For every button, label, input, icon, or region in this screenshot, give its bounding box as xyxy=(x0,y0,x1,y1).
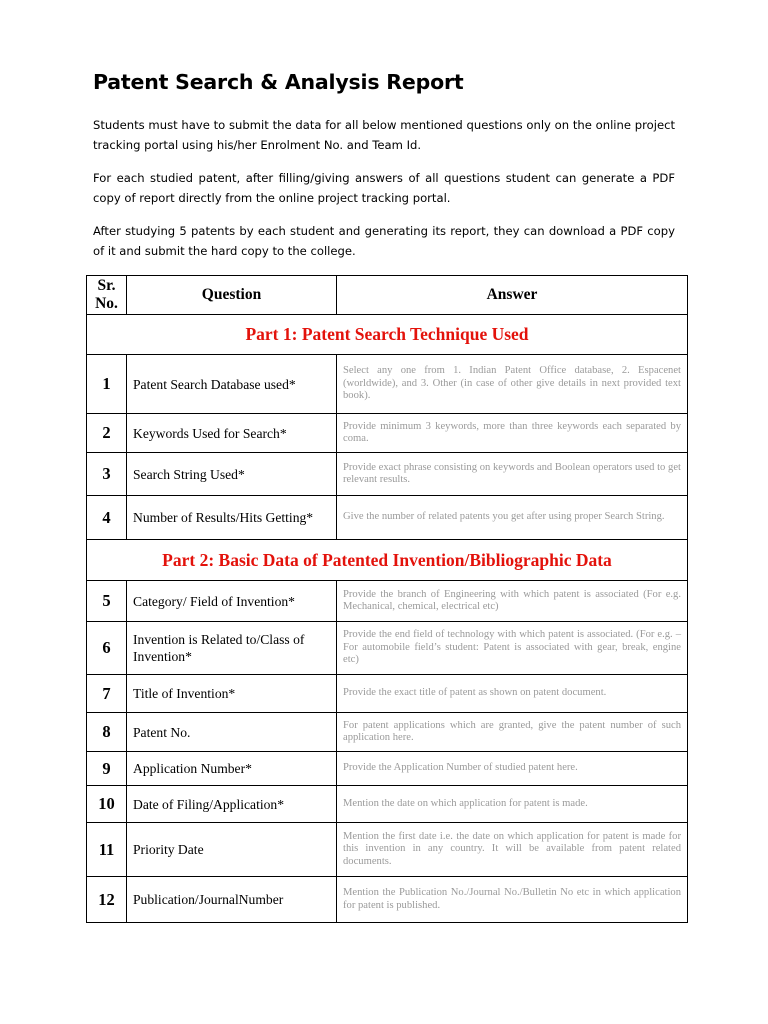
row-question: Search String Used* xyxy=(127,453,337,496)
row-answer-hint: Mention the date on which application for patent is made. xyxy=(337,786,688,823)
row-number: 10 xyxy=(87,786,127,823)
row-answer-hint: Mention the first date i.e. the date on which application for patent is made for this invention in any country. It will be available from patent related documents. xyxy=(337,823,688,877)
intro-paragraph-3: After studying 5 patents by each student and generating its report, they can download a PDF copy of it and submit the hard copy to the college. xyxy=(93,224,675,258)
header-srno-line1: Sr. xyxy=(97,277,116,294)
row-question: Patent Search Database used* xyxy=(127,355,337,414)
table-row xyxy=(87,581,688,622)
header-srno xyxy=(87,276,127,315)
row-question: Priority Date xyxy=(127,823,337,877)
row-answer-hint: Provide the exact title of patent as shown on patent document. xyxy=(337,675,688,713)
row-question: Title of Invention* xyxy=(127,675,337,713)
table-row xyxy=(87,622,688,675)
row-question: Date of Filing/Application* xyxy=(127,786,337,823)
table-header-row xyxy=(87,276,688,315)
row-number: 2 xyxy=(87,414,127,453)
row-question: Invention is Related to/Class of Invention* xyxy=(127,622,337,675)
report-table xyxy=(86,275,688,923)
row-answer-hint: Provide the branch of Engineering with which patent is associated (For e.g. Mechanical, chemical, electrical etc) xyxy=(337,581,688,622)
table-row xyxy=(87,453,688,496)
row-question: Publication/JournalNumber xyxy=(127,877,337,923)
header-answer: Answer xyxy=(337,276,688,315)
part-1-row xyxy=(87,315,688,355)
row-number: 5 xyxy=(87,581,127,622)
table-row xyxy=(87,414,688,453)
table-row xyxy=(87,675,688,713)
part-2-row xyxy=(87,540,688,581)
table-row xyxy=(87,877,688,923)
row-question: Application Number* xyxy=(127,752,337,786)
table-row xyxy=(87,713,688,752)
row-question: Number of Results/Hits Getting* xyxy=(127,496,337,540)
page-title: Patent Search & Analysis Report xyxy=(93,70,464,94)
row-answer-hint: Give the number of related patents you get after using proper Search String. xyxy=(337,496,688,540)
row-answer-hint: For patent applications which are granted, give the patent number of such application here. xyxy=(337,713,688,752)
table-row xyxy=(87,355,688,414)
part-1-heading: Part 1: Patent Search Technique Used xyxy=(87,315,688,355)
row-question: Category/ Field of Invention* xyxy=(127,581,337,622)
row-number: 6 xyxy=(87,622,127,675)
row-number: 8 xyxy=(87,713,127,752)
row-question: Keywords Used for Search* xyxy=(127,414,337,453)
intro-paragraph-2: For each studied patent, after filling/giving answers of all questions student can generate a PDF copy of report directly from the online project tracking portal. xyxy=(93,171,675,205)
row-answer-hint: Mention the Publication No./Journal No./Bulletin No etc in which application for patent is published. xyxy=(337,877,688,923)
row-number: 4 xyxy=(87,496,127,540)
row-number: 1 xyxy=(87,355,127,414)
row-number: 7 xyxy=(87,675,127,713)
header-question: Question xyxy=(127,276,337,315)
header-srno-line2: No. xyxy=(95,295,118,312)
table-row xyxy=(87,752,688,786)
row-answer-hint: Provide exact phrase consisting on keywords and Boolean operators used to get relevant results. xyxy=(337,453,688,496)
row-answer-hint: Provide the end field of technology with which patent is associated. (For e.g. – For automobile field’s student: Patent is associated with gear, break, engine etc) xyxy=(337,622,688,675)
row-number: 9 xyxy=(87,752,127,786)
row-number: 11 xyxy=(87,823,127,877)
row-number: 3 xyxy=(87,453,127,496)
row-question: Patent No. xyxy=(127,713,337,752)
table-row xyxy=(87,823,688,877)
row-number: 12 xyxy=(87,877,127,923)
table-row xyxy=(87,786,688,823)
part-2-heading: Part 2: Basic Data of Patented Invention/Bibliographic Data xyxy=(87,540,688,581)
table-row xyxy=(87,496,688,540)
intro-paragraph-1: Students must have to submit the data for all below mentioned questions only on the online project tracking portal using his/her Enrolment No. and Team Id. xyxy=(93,118,675,152)
row-answer-hint: Select any one from 1. Indian Patent Office database, 2. Espacenet (worldwide), and 3. Other (in case of other give details in next provided text book). xyxy=(337,355,688,414)
row-answer-hint: Provide minimum 3 keywords, more than three keywords each separated by coma. xyxy=(337,414,688,453)
row-answer-hint: Provide the Application Number of studied patent here. xyxy=(337,752,688,786)
